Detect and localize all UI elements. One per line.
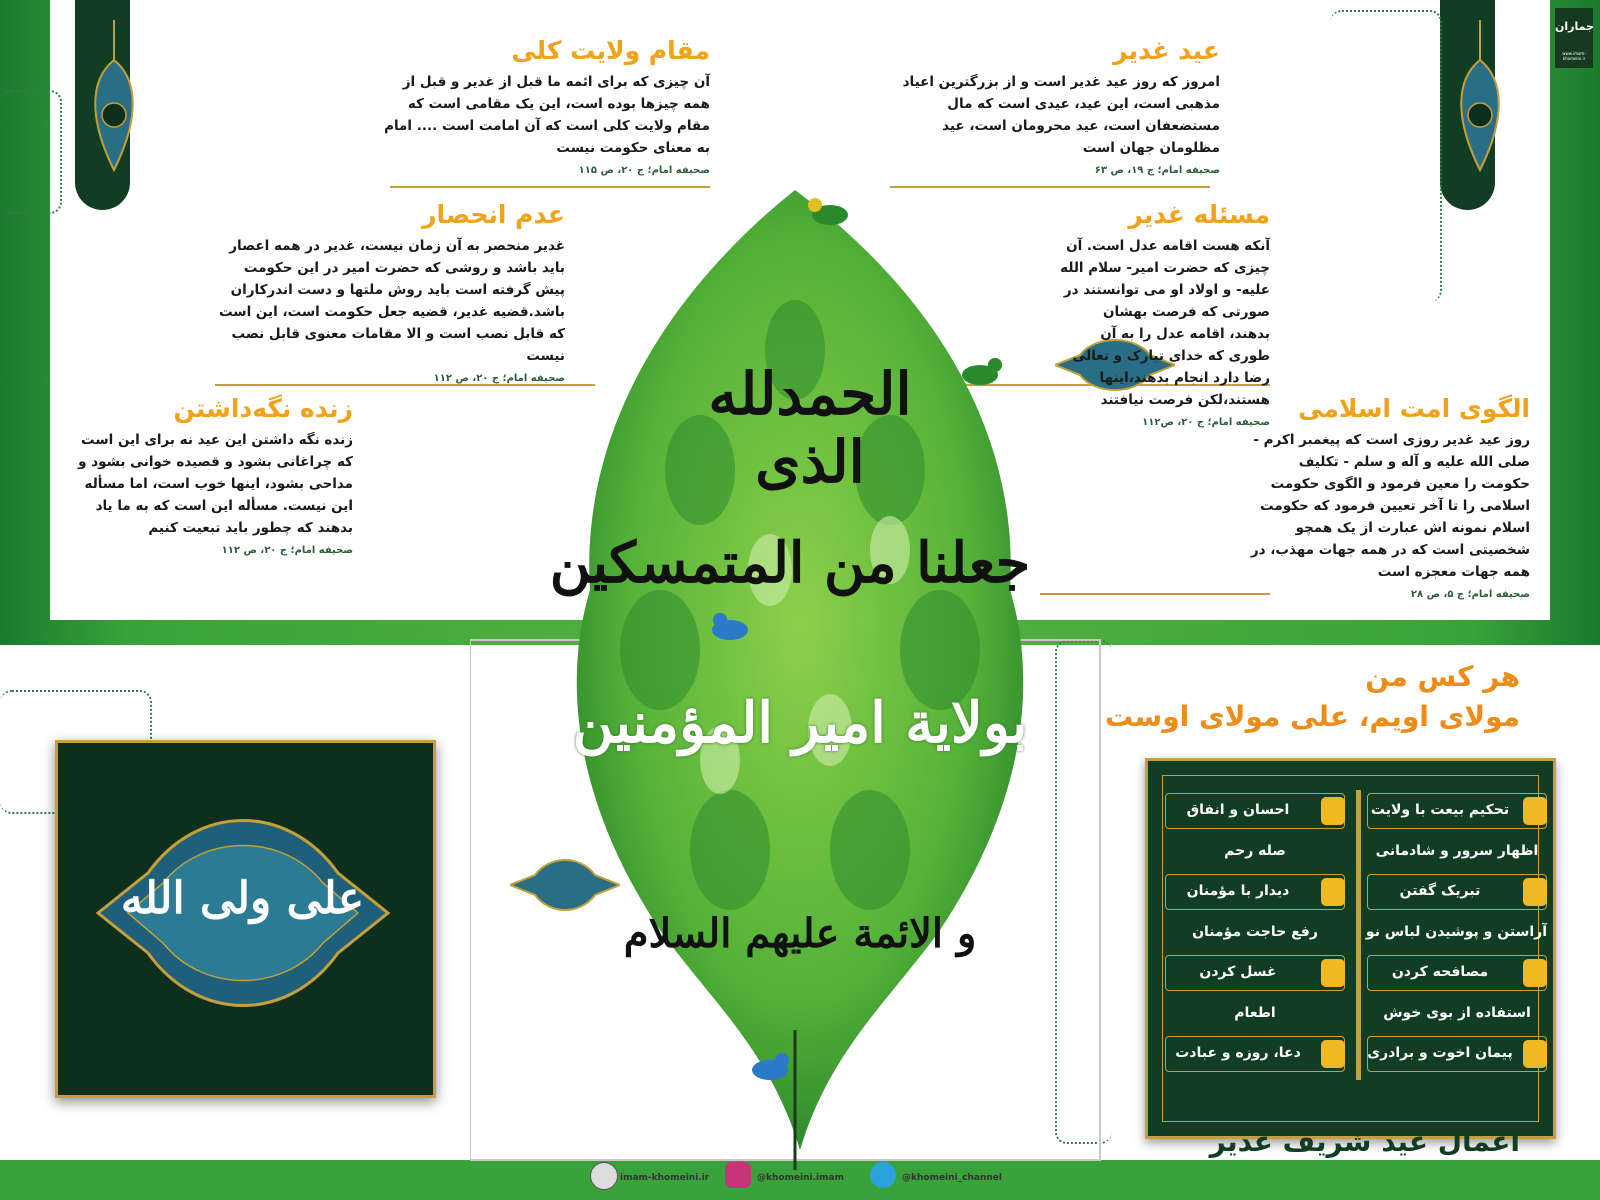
deed-label: دیدار با مؤمنان [1186, 883, 1290, 899]
section-adam-enhesar [215, 200, 565, 384]
deed-item [1165, 793, 1345, 829]
deed-item [1367, 1036, 1547, 1072]
bullet-chip-icon [1321, 797, 1345, 825]
section-title: الگوی امت اسلامی [1298, 394, 1530, 423]
ornament-top-left-icon [84, 20, 144, 190]
footer-instagram[interactable]: @khomeini.imam [757, 1173, 844, 1183]
deeds-divider [1356, 790, 1361, 1080]
logo-text: جماران [1555, 20, 1594, 33]
bullet-chip-icon [1523, 797, 1547, 825]
deed-label: مصافحه کردن [1391, 964, 1489, 980]
calligraphy-line: بولایة امیر المؤمنین [572, 690, 1028, 756]
deed-item [1165, 1036, 1345, 1072]
section-olgooye-ommat [1250, 394, 1530, 600]
deed-label: استفاده از بوی خوش [1383, 1004, 1531, 1021]
deed-item [1367, 915, 1547, 951]
deed-label: غسل کردن [1199, 964, 1277, 980]
calligraphy-line: الحمدلله الذی [708, 360, 912, 496]
ornament-top-right-icon [1450, 20, 1510, 190]
ali-calligraphy-box [55, 740, 436, 1098]
section-title: مقام ولایت کلی [511, 36, 710, 65]
section-masale-ghadir [1060, 200, 1270, 428]
bullet-chip-icon [1523, 1040, 1547, 1068]
section-zende-negahdashtan [68, 394, 353, 556]
logo-url: www.imam-khomeini.ir [1562, 51, 1586, 61]
section-body: روز عید غدیر روزی است که پیغمبر اکرم - صلی الله علیه و آله و سلم - تکلیف حکومت را معین فرمود و الگوی حکومت اسلامی را تا آخر تعیین فرمود که حکومت اسلام نمونه اش عبارت از یک همچو شخصیتی است که در همه جهات مهذب، در همه جهات معجزه است [1250, 432, 1530, 580]
section-title: عدم انحصار [422, 200, 565, 229]
deed-label: تبریک گفتن [1399, 883, 1481, 899]
section-body: زنده نگه داشتن این عید نه برای این است که چراغانی بشود و قصیده خوانی بشود و مداحی بشود، اینها خوب است، اما مسأله این نیست. مسأله این است که به ما یاد بدهند که چطور باید تبعیت کنیم [78, 432, 353, 536]
footer-title: اعمال عید شریف غدیر [1209, 1125, 1520, 1158]
footer-telegram[interactable]: @khomeini_channel [902, 1173, 1002, 1183]
deed-label: دعا، روزه و عبادت [1175, 1045, 1301, 1061]
deed-label: تحکیم بیعت با ولایت [1370, 802, 1510, 818]
instagram-icon[interactable] [725, 1162, 751, 1188]
deed-item [1165, 955, 1345, 991]
footer-website[interactable]: imam-khomeini.ir [620, 1173, 710, 1183]
section-source: صحیفه امام؛ ج ۲۰، ص ۱۱۲ [221, 545, 353, 556]
section-title: عید غدیر [1113, 36, 1220, 65]
deed-item [1367, 996, 1547, 1032]
deed-item [1165, 996, 1345, 1032]
bullet-chip-icon [1321, 878, 1345, 906]
deed-label: پیمان اخوت و برادری [1367, 1045, 1513, 1061]
dotted-outline [0, 90, 62, 214]
section-body: آنکه هست اقامه عدل است. آن چیزی که حضرت امیر- سلام الله علیه- و اولاد او می توانستند در صورتی که فرصت بهشان بدهند، اقامه عدل را به آن طوری که خدای تبارک و تعالی رضا دارد انجام بدهند،اینها هستند،لکن فرصت نیافتند [1060, 238, 1270, 408]
deed-item [1367, 955, 1547, 991]
section-title: زنده نگه‌داشتن [173, 394, 353, 423]
headline-line-2: مولای اویم، علی مولای اوست [1105, 700, 1520, 733]
medallion-icon [510, 855, 620, 915]
deed-label: رفع حاجت مؤمنان [1192, 923, 1318, 940]
calligraphy-artwork [470, 170, 1120, 1170]
ali-calligraphy-text: علی ولی الله [120, 873, 365, 924]
calligraphy-line: و الائمة علیهم السلام [623, 910, 977, 957]
section-body: غدیر منحصر به آن زمان نیست، غدیر در همه اعصار باید باشد و روشی که حضرت امیر در این حکومت پیش گرفته است باید روش ملتها و دست اندرکاران باشد.قضیه غدیر، قضیه جعل حکومت است، این است که قابل نصب است و الا مقامات معنوی قابل نصب نیست [219, 238, 565, 364]
deed-label: اطعام [1234, 1004, 1276, 1021]
section-title: مسئله غدیر [1128, 200, 1270, 229]
deed-item [1367, 793, 1547, 829]
section-source: صحیفه امام؛ ج ۲۰، ص۱۱۲ [1142, 417, 1270, 428]
deed-item [1165, 834, 1345, 870]
dotted-outline [1330, 10, 1442, 302]
deed-item [1367, 834, 1547, 870]
section-body: آن چیزی که برای ائمه ما قبل از غدیر و قبل از همه چیزها بوده است، این یک مقامی است که مقام ولایت کلی است که آن امامت است .... امام به معنای حکومت نیست [384, 74, 710, 156]
deed-item [1165, 874, 1345, 910]
globe-icon[interactable] [590, 1162, 618, 1190]
bullet-chip-icon [1523, 959, 1547, 987]
section-source: صحیفه امام؛ ج ۱۹، ص ۶۳ [1094, 165, 1220, 176]
bullet-chip-icon [1321, 1040, 1345, 1068]
calligraphy-line: جعلنا من المتمسکین [549, 530, 1031, 596]
section-source: صحیفه امام؛ ج ۵، ص ۲۸ [1410, 589, 1530, 600]
deed-label: آراستن و پوشیدن لباس نو [1365, 923, 1547, 940]
section-source: صحیفه امام؛ ج ۲۰، ص ۱۱۵ [578, 165, 710, 176]
deed-item [1367, 874, 1547, 910]
deed-label: احسان و انفاق [1186, 802, 1290, 818]
section-body: امروز که روز عید غدیر است و از بزرگترین اعیاد مذهبی است، این عید، عیدی است که مال مستضعفان است، عید محرومان است، عید مظلومان جهان است [902, 74, 1220, 156]
bullet-chip-icon [1523, 878, 1547, 906]
section-source: صحیفه امام؛ ج ۲۰، ص ۱۱۲ [433, 373, 565, 384]
deed-item [1165, 915, 1345, 951]
section-eid-ghadir [880, 36, 1220, 176]
section-maqam-velayat [380, 36, 710, 176]
bullet-chip-icon [1321, 959, 1345, 987]
telegram-icon[interactable] [870, 1162, 896, 1188]
deed-label: اظهار سرور و شادمانی [1375, 842, 1539, 859]
logo [1555, 8, 1593, 68]
deed-label: صله رحم [1224, 842, 1286, 859]
headline-line-1: هر کس من [1365, 660, 1520, 693]
